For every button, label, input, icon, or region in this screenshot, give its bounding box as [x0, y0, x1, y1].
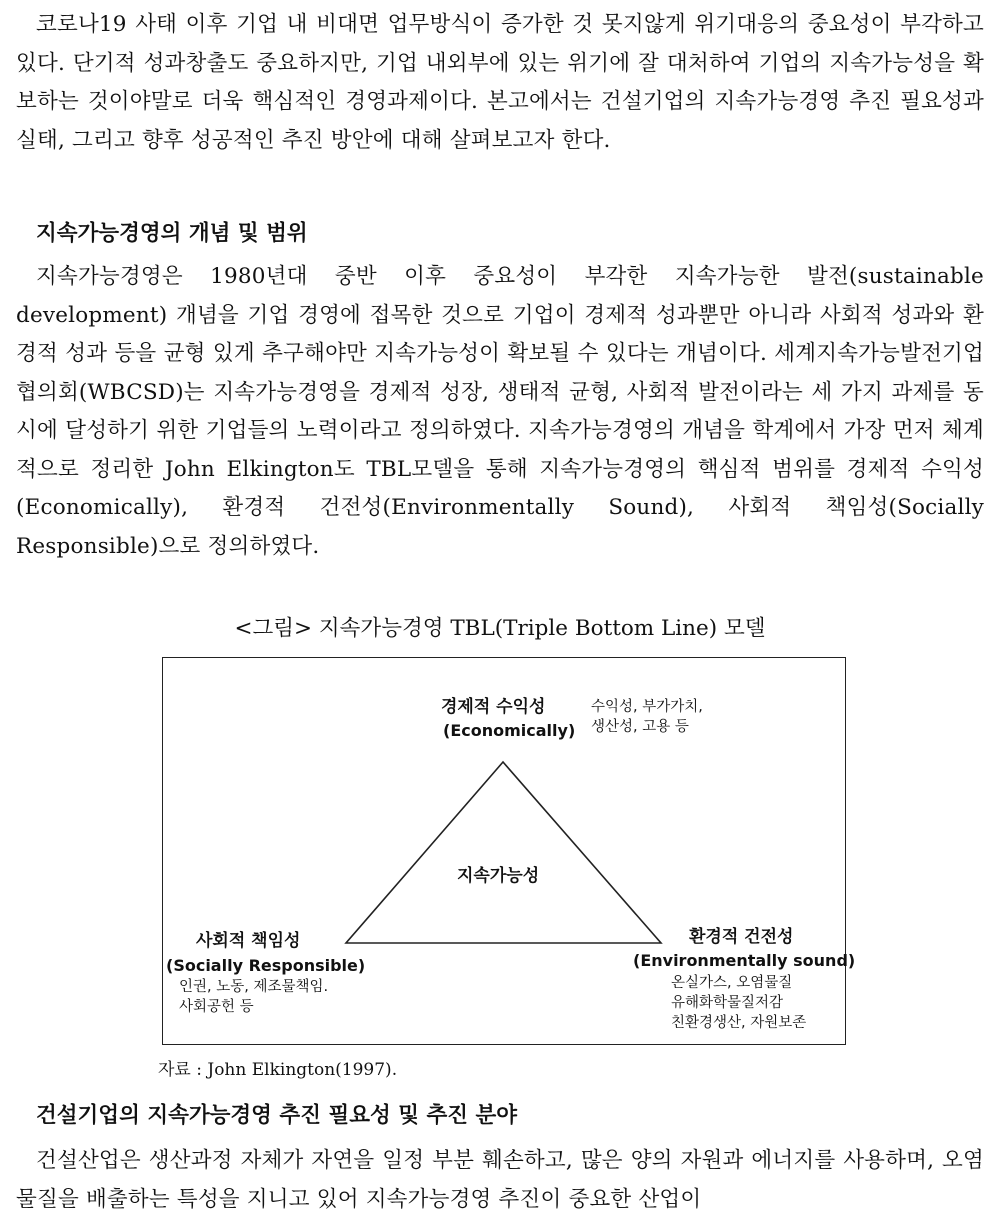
concept-paragraph: 지속가능경영은 1980년대 중반 이후 중요성이 부각한 지속가능한 발전(sustainable development) 개념을 기업 경영에 접목한 것으로 기업이 경제적 성과뿐만 아니라 사회적 성과와 환경적 성과 등을 균형 있게 추구해야만 지속가능성이 확보될 수 있다는 개념이다. 세계지속가능발전기업협의회(WBCSD)는 지속가능경영을 경제적 성장, 생태적 균형, 사회적 발전이라는 세 가지 과제를 동시에 달성하기 위한 기업들의 노력이라고 정의하였다. 지속가능경영의 개념을 학계에서 가장 먼저 체계적으로 정리한 John Elkington도 TBL모델을 통해 지속가능경영의 핵심적 범위를 경제적 수익성(Economically), 환경적 건전성(Environmentally Sound), 사회적 책임성(Socially Responsible)으로 정의하였다.: [16, 264, 984, 559]
environmental-detail-2: 유해화학물질저감: [671, 995, 784, 1011]
environmental-detail-3: 친환경생산, 자원보존: [671, 1015, 807, 1031]
economic-detail-1: 수익성, 부가가치,: [591, 699, 703, 715]
social-title: 사회적 책임성: [196, 931, 301, 951]
tbl-model-figure: [162, 657, 856, 1045]
social-detail-1: 인권, 노동, 제조물책임.: [179, 979, 329, 995]
environmental-detail-1: 온실가스, 오염물질: [671, 975, 793, 991]
figure-caption: <그림> 지속가능경영 TBL(Triple Bottom Line) 모델: [234, 616, 766, 641]
environmental-title: 환경적 건전성: [689, 927, 794, 947]
tbl-triangle: [346, 762, 661, 943]
necessity-paragraph: 건설산업은 생산과정 자체가 자연을 일정 부분 훼손하고, 많은 양의 자원과 에너지를 사용하며, 오염물질을 배출하는 특성을 지니고 있어 지속가능경영 추진이 중요한 산업이: [16, 1148, 984, 1212]
figure-source: 자료 : John Elkington(1997).: [158, 1060, 398, 1080]
economic-detail-2: 생산성, 고용 등: [591, 719, 689, 735]
intro-paragraph: 코로나19 사태 이후 기업 내 비대면 업무방식이 증가한 것 못지않게 위기대응의 중요성이 부각하고 있다. 단기적 성과창출도 중요하지만, 기업 내외부에 있는 위기에 잘 대처하여 기업의 지속가능성을 확보하는 것이야말로 더욱 핵심적인 경영과제이다. 본고에서는 건설기업의 지속가능경영 추진 필요성과 실태, 그리고 향후 성공적인 추진 방안에 대해 살펴보고자 한다.: [16, 12, 984, 153]
environmental-subtitle: (Environmentally sound): [633, 951, 856, 970]
social-subtitle: (Socially Responsible): [166, 956, 366, 975]
section-heading-necessity: 건설기업의 지속가능경영 추진 필요성 및 추진 분야: [36, 1103, 518, 1128]
sustainability-center-label: 지속가능성: [457, 866, 540, 886]
economic-title: 경제적 수익성: [441, 697, 546, 717]
section-heading-concept: 지속가능경영의 개념 및 범위: [36, 221, 308, 246]
social-detail-2: 사회공헌 등: [179, 999, 254, 1015]
economic-subtitle: (Economically): [443, 721, 576, 740]
